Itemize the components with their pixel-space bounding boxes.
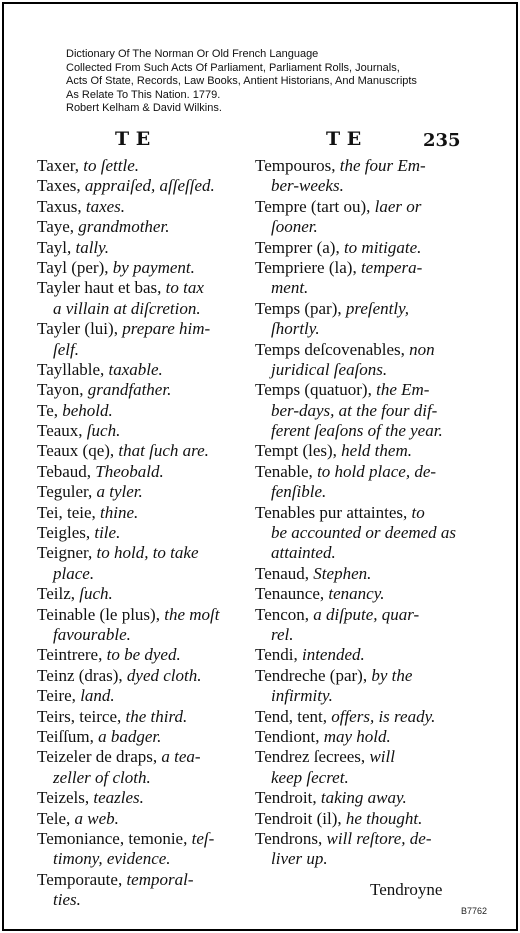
entry-line [255,238,460,258]
headword: Tempriere (la), [255,257,361,277]
definition: tally. [75,237,109,257]
entry-line [37,870,257,890]
definition: place. [53,563,95,583]
headword: Tempt (les), [255,441,342,461]
definition: the third. [125,706,188,726]
definition: teſ- [191,828,215,848]
image-code: B7762 [461,906,488,916]
headword: Taxes, [37,176,85,196]
definition: ſuch. [86,421,121,441]
definition: taking away. [320,788,407,808]
definition: appraiſed, aſſeſſed. [84,176,215,196]
definition: a badger. [98,726,162,746]
headword: Temoniance, temonie, [37,828,192,848]
headword: Teaux, [37,421,87,441]
entry-line [37,809,257,829]
definition: temporal- [126,869,194,889]
entry-line [37,503,257,523]
entry-line [37,238,257,258]
page-number: 235 [423,130,461,151]
entry-line [255,523,460,543]
headword: Tend, tent, [255,706,332,726]
definition: Theobald. [95,461,164,481]
definition: ſooner. [271,217,318,237]
headword: Temps (par), [255,298,346,318]
entry-line [255,605,460,625]
entry-line [37,197,257,217]
headword: Teizeler de draps, [37,747,162,767]
definition: by the [371,665,413,685]
entry-line [255,788,460,808]
definition: that ſuch are. [118,441,209,461]
entry-line [37,462,257,482]
entry-line [37,421,257,441]
headword: Tayler haut et bas, [37,278,166,298]
definition: the Em- [376,380,430,400]
header-line: As Relate To This Nation. 1779. [66,88,221,101]
entry-line [37,523,257,543]
headword: Tencon, [255,604,314,624]
definition: timony, evidence. [53,849,171,869]
entry-line [37,829,257,849]
definition: the four Em- [339,156,426,175]
entry-line [37,686,257,706]
entry-line [255,340,460,360]
definition: to be dyed. [106,645,181,665]
entry-line [37,849,257,869]
headword: Teirs, teirce, [37,706,126,726]
headword: Tendrons, [255,828,327,848]
definition: a tyler. [96,482,143,502]
definition: will [369,747,395,767]
entry-line [37,441,257,461]
headword: Tenaud, [255,563,314,583]
entry-line [255,666,460,686]
definition: held them. [341,441,412,461]
headword: Tempouros, [255,156,340,175]
entry-line [255,625,460,645]
definition: a villain at diſcretion. [53,298,201,318]
entry-line [37,788,257,808]
definition: ſelf. [53,339,79,359]
right-column [255,156,460,870]
entry-line [255,421,460,441]
entry-line [255,829,460,849]
headword: Taxus, [37,196,86,216]
entry-line [255,156,460,176]
entry-line [37,278,257,298]
running-head-right: T E [326,128,362,150]
headword: Temps deſcovenables, [255,339,410,359]
headword: Tempre (tart ou), [255,196,375,216]
entry-line [255,380,460,400]
entry-line [37,482,257,502]
entry-line [37,605,257,625]
definition: Stephen. [313,563,372,583]
headword: Teigner, [37,543,97,563]
definition: ties. [53,890,81,910]
entry-line [255,258,460,278]
entry-line [37,768,257,788]
headword: Tenable, [255,461,318,481]
definition: favourable. [53,624,131,644]
header-line: Acts Of State, Records, Law Books, Antient Historians, And Manuscripts [66,75,417,88]
entry-line [255,645,460,665]
definition: ber-weeks. [271,176,344,196]
entry-line [37,401,257,421]
headword: Tendreche (par), [255,665,372,685]
definition: to hold place, de- [317,461,437,481]
headword: Teaux (qe), [37,441,119,461]
entry-line [255,299,460,319]
headword: Tendroit, [255,788,321,808]
entry-line [255,747,460,767]
entry-line [255,727,460,747]
definition: may hold. [323,726,391,746]
catchword: Tendroyne [370,880,443,899]
definition: to [411,502,425,522]
headword: Tebaud, [37,461,96,481]
entry-line [255,176,460,196]
definition: rel. [271,624,294,644]
header-line: Collected From Such Acts Of Parliament, Parliament Rolls, Journals, [66,61,400,74]
headword: Temporaute, [37,869,127,889]
definition: intended. [301,645,365,665]
entry-line [255,197,460,217]
entry-line [255,401,460,421]
headword: Tendiont, [255,726,324,746]
entry-line [37,380,257,400]
headword: Temprer (a), [255,237,344,257]
headword: Tele, [37,808,75,828]
definition: laer or [374,196,422,216]
entry-line [37,564,257,584]
definition: be accounted or deemed as [271,523,457,543]
definition: preſently, [345,298,409,318]
headword: Teire, [37,686,81,706]
headword: Tendroit (il), [255,808,346,828]
definition: fenſible. [271,482,327,502]
headword: Tayon, [37,380,88,400]
headword: Teinable (le plus), [37,604,165,624]
definition: to hold, to take [96,543,199,563]
entry-line [255,462,460,482]
definition: behold. [62,400,113,420]
source-header [66,48,506,116]
headword: Temps (quatuor), [255,380,377,400]
entry-line [255,707,460,727]
definition: prepare him- [122,319,211,339]
entry-line [255,217,460,237]
entry-line [255,319,460,339]
entry-line [37,707,257,727]
definition: attainted. [271,543,336,563]
entry-line [37,217,257,237]
headword: Teiſſum, [37,726,99,746]
headword: Taye, [37,217,79,237]
entry-line [255,564,460,584]
headword: Tei, teie, [37,502,101,522]
headword: Tayl (per), [37,257,113,277]
definition: the moſt [164,604,220,624]
definition: juridical ſeaſons. [271,359,388,379]
entry-line [255,503,460,523]
entry-line [255,686,460,706]
header-line: Dictionary Of The Norman Or Old French Language [66,48,319,60]
definition: to mitigate. [343,237,422,257]
definition: keep ſecret. [271,767,349,787]
definition: he thought. [345,808,423,828]
definition: to tax [165,278,204,298]
definition: infirmity. [271,686,333,706]
entry-line [37,258,257,278]
headword: Te, [37,400,63,420]
headword: Tenables pur attaintes, [255,502,412,522]
definition: a web. [74,808,119,828]
entry-line [37,666,257,686]
entry-line [255,584,460,604]
definition: zeller of cloth. [53,767,151,787]
definition: liver up. [271,849,328,869]
definition: non [409,339,435,359]
entry-line [37,176,257,196]
headword: Teilz, [37,584,80,604]
headword: Tendrez ſecrees, [255,747,370,767]
definition: tenancy. [328,584,385,604]
definition: by payment. [112,257,195,277]
entry-line [255,278,460,298]
running-head-left: T E [115,128,151,150]
entry-line [37,299,257,319]
headword: Taxer, [37,156,84,175]
definition: grandfather. [87,380,172,400]
headword: Tayllable, [37,359,109,379]
entry-line [37,360,257,380]
headword: Teguler, [37,482,97,502]
entry-line [255,441,460,461]
entry-line [37,645,257,665]
headword: Teintrere, [37,645,107,665]
definition: ferent ſeaſons of the year. [271,421,443,441]
headword: Teinz (dras), [37,665,127,685]
entry-line [37,319,257,339]
entry-line [37,747,257,767]
entry-line [37,340,257,360]
entry-line [255,543,460,563]
definition: dyed cloth. [126,665,202,685]
entry-line [37,890,257,910]
definition: land. [80,686,115,706]
entry-line [37,625,257,645]
entry-line [37,156,257,176]
definition: tile. [94,523,121,543]
header-line: Robert Kelham & David Wilkins. [66,102,222,115]
definition: to ſettle. [83,156,139,175]
definition: thine. [100,502,139,522]
definition: taxes. [85,196,126,216]
headword: Teigles, [37,523,95,543]
definition: teazles. [93,788,144,808]
entry-line [255,482,460,502]
definition: tempera- [360,257,423,277]
definition: ſuch. [79,584,113,604]
entry-line [255,360,460,380]
entry-line [37,543,257,563]
entry-line [255,809,460,829]
headword: Tendi, [255,645,302,665]
entry-line [37,727,257,747]
headword: Tenaunce, [255,584,329,604]
entry-line [255,768,460,788]
definition: ſhortly. [271,319,320,339]
definition: ber-days, at the four dif- [271,400,438,420]
definition: grandmother. [78,217,170,237]
definition: a diſpute, quar- [313,604,420,624]
definition: a tea- [161,747,201,767]
entry-line [37,584,257,604]
entry-line [255,849,460,869]
definition: ment. [271,278,309,298]
definition: taxable. [108,359,163,379]
headword: Tayler (lui), [37,319,123,339]
definition: offers, is ready. [331,706,436,726]
headword: Teizels, [37,788,94,808]
headword: Tayl, [37,237,76,257]
definition: will reſtore, de- [326,828,432,848]
left-column [37,156,257,910]
